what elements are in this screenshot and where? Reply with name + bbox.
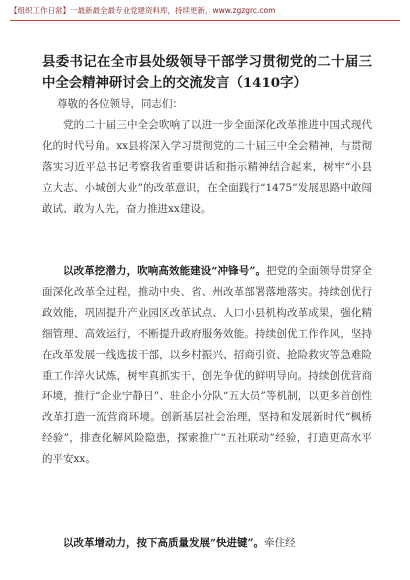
document-title: 县委书记在全市县处级领导干部学习贯彻党的二十届三中全会精神研讨会上的交流发言（1410字） bbox=[42, 54, 372, 91]
section-heading-1: 以改革挖潜力，吹响高效能建设“冲锋号”。 bbox=[63, 265, 267, 277]
header-banner: 【组织工作日常】一最新最全最专业党建资料库，持续更新，www.zgzgrc.com bbox=[10, 6, 276, 15]
salutation: 尊敬的各位领导，同志们： bbox=[57, 98, 183, 110]
section-heading-2: 以改革增动力，按下高质量发展“快进键”。 bbox=[63, 537, 265, 549]
paragraph-2-body: 把党的全面领导贯穿全面深化改革全过程，推动中央、省、州改革部署落地落实。持续创优行政效能，巩固提升产业园区改革试点、人口小县机构改革成果，强化精细管理、高效运行，不断提升政府服务效能。持续创优工作作风，坚持在改革发展一线选拔干部，以乡村振兴、招商引资、抢险救灾等急难险重工作淬火试炼，树牢真抓实干、创先争优的鲜明导向。持续创优营商环境，推行“企业宁静日”、驻企小分队“五大员”等机制，以更多首创性改革打造一流营商环境。创新基层社会治理，坚持和发展新时代“枫桥经验”，排查化解风险隐患，探索推广“五社联动”经验，打造更高水平的平安xx。 bbox=[42, 265, 372, 466]
paragraph-3 bbox=[42, 533, 372, 554]
header-rule bbox=[10, 20, 400, 21]
paragraph-1: 党的二十届三中全会吹响了以进一步全面深化改革推进中国式现代化的时代号角。xx县将深入学习贯彻党的二十届三中全会精神，与贯彻落实习近平总书记考察我省重要讲话和指示精神结合起来，树牢“小县立大志、小城创大业”的改革意识，在全面践行“1475”发展思路中敢闯敢试、敢为人先，奋力推进xx建设。 bbox=[42, 119, 372, 215]
paragraph-3-body: 牵住经 bbox=[264, 537, 296, 549]
paragraph-2 bbox=[42, 261, 372, 470]
